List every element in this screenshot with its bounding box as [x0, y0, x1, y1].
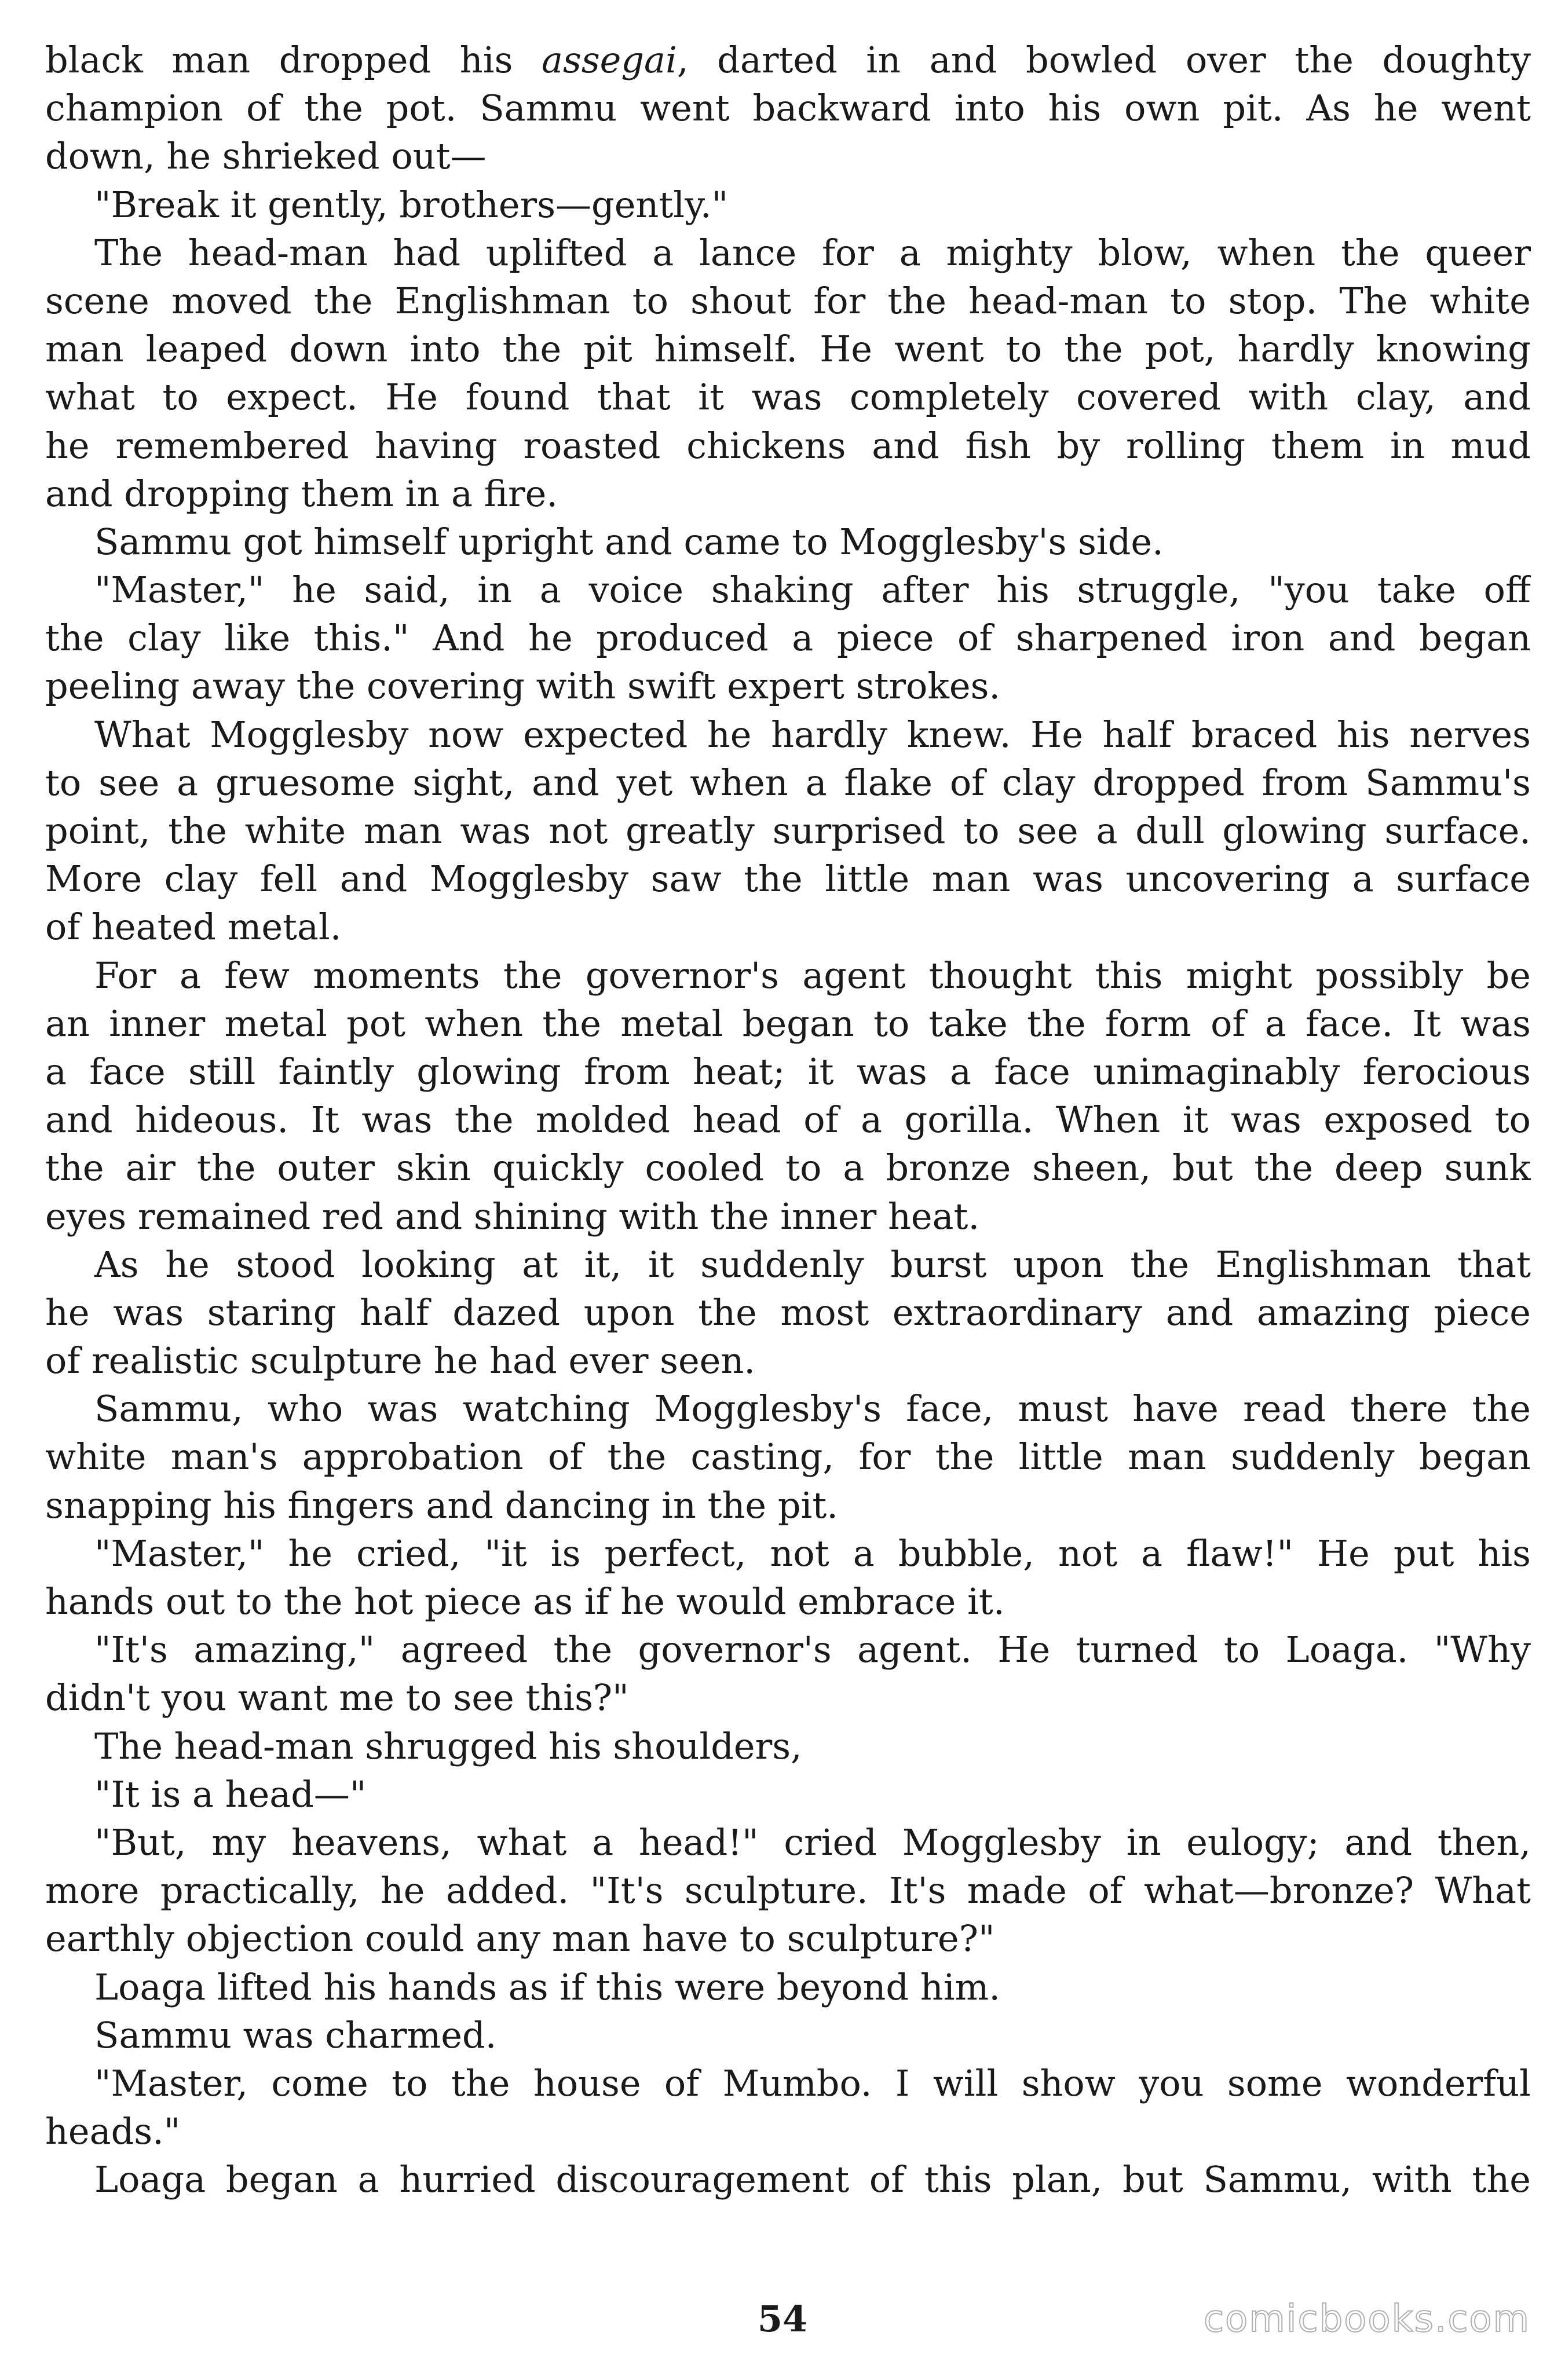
text-line: "But, my heavens, what a head!" cried Mogglesby in eulogy; and then,: [94, 1821, 1531, 1863]
text-line: The head-man shrugged his shoulders,: [94, 1724, 802, 1767]
text-line: black man dropped his assegai, darted in and bowled over the doughty: [45, 39, 1531, 81]
text-line: man leaped down into the pit himself. He went to the pot, hardly knowing: [45, 328, 1531, 371]
text-line: earthly objection could any man have to sculpture?": [45, 1917, 995, 1960]
text-line: The head-man had uplifted a lance for a mighty blow, when the queer: [94, 231, 1531, 274]
italic-word: assegai: [542, 39, 677, 81]
text-line: to see a gruesome sight, and yet when a flake of clay dropped from Sammu's: [45, 761, 1531, 804]
text-line: champion of the pot. Sammu went backward into his own pit. As he went: [45, 87, 1531, 130]
text-line: As he stood looking at it, it suddenly burst upon the Englishman that: [94, 1243, 1531, 1286]
watermark: comicbooks.com: [1203, 2298, 1530, 2341]
text-line: and dropping them in a fire.: [45, 472, 558, 515]
page-body: [45, 36, 1531, 2203]
text-line: Sammu was charmed.: [94, 2013, 497, 2056]
text-line: peeling away the covering with swift expert strokes.: [45, 665, 1001, 708]
text-line: the clay like this." And he produced a piece of sharpened iron and began: [45, 617, 1531, 660]
text-line: "Master," he said, in a voice shaking after his struggle, "you take off: [94, 569, 1531, 612]
text-line: snapping his fingers and dancing in the pit.: [45, 1484, 838, 1526]
text-line: point, the white man was not greatly surprised to see a dull glowing surface.: [45, 810, 1531, 852]
text-line: heads.": [45, 2110, 181, 2153]
text-line: Sammu got himself upright and came to Mogglesby's side.: [94, 520, 1164, 563]
text-line: didn't you want me to see this?": [45, 1676, 629, 1719]
text-line: and hideous. It was the molded head of a gorilla. When it was exposed to: [45, 1099, 1531, 1141]
text-line: eyes remained red and shining with the inner heat.: [45, 1195, 980, 1237]
text-line: Sammu, who was watching Mogglesby's face, must have read there the: [94, 1387, 1531, 1430]
text-line: what to expect. He found that it was completely covered with clay, and: [45, 376, 1531, 419]
text-line: "It is a head—": [94, 1773, 367, 1815]
text-line: More clay fell and Mogglesby saw the little man was uncovering a surface: [45, 858, 1531, 900]
text-line: a face still faintly glowing from heat; it was a face unimaginably ferocious: [45, 1050, 1531, 1093]
text-line: the air the outer skin quickly cooled to a bronze sheen, but the deep sunk: [45, 1147, 1531, 1189]
text-line: he was staring half dazed upon the most extraordinary and amazing piece: [45, 1291, 1531, 1334]
text-line: an inner metal pot when the metal began to take the form of a face. It was: [45, 1002, 1531, 1045]
text-line: of realistic sculpture he had ever seen.: [45, 1339, 756, 1382]
text-line: down, he shrieked out—: [45, 135, 487, 178]
text-line: "Break it gently, brothers—gently.": [94, 183, 729, 226]
text-line: white man's approbation of the casting, for the little man suddenly began: [45, 1436, 1531, 1478]
text-line: scene moved the Englishman to shout for the head-man to stop. The white: [45, 279, 1531, 322]
text-line: he remembered having roasted chickens and fish by rolling them in mud: [45, 424, 1531, 467]
text-line: of heated metal.: [45, 906, 342, 949]
text-line: hands out to the hot piece as if he would embrace it.: [45, 1580, 1005, 1623]
text-line: "It's amazing," agreed the governor's agent. He turned to Loaga. "Why: [94, 1628, 1531, 1671]
text-line: "Master, come to the house of Mumbo. I will show you some wonderful: [94, 2062, 1531, 2104]
text-line: "Master," he cried, "it is perfect, not a bubble, not a flaw!" He put his: [94, 1532, 1531, 1575]
text-line: more practically, he added. "It's sculpture. It's made of what—bronze? What: [45, 1869, 1531, 1912]
text-line: For a few moments the governor's agent thought this might possibly be: [94, 954, 1531, 997]
text-line: What Mogglesby now expected he hardly knew. He half braced his nerves: [94, 713, 1531, 756]
page-number: 54: [757, 2298, 808, 2340]
text-line: Loaga began a hurried discouragement of this plan, but Sammu, with the: [94, 2158, 1531, 2201]
text-line: Loaga lifted his hands as if this were beyond him.: [94, 1965, 1001, 2008]
